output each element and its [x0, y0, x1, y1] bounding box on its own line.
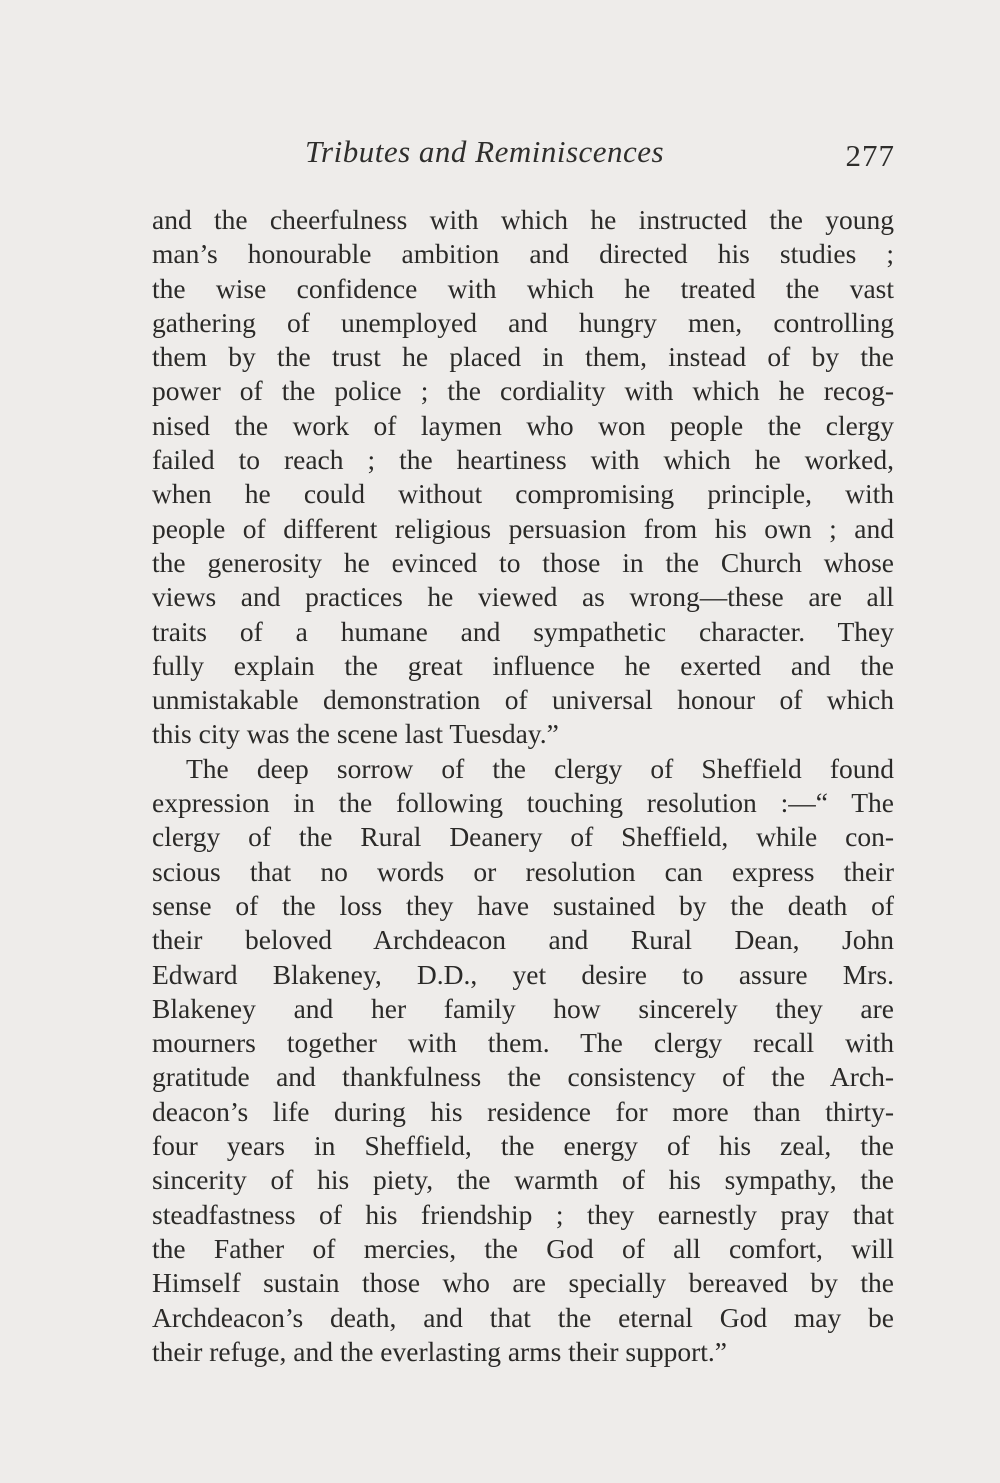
text-line: mourners together with them. The clergy recall with	[152, 1027, 894, 1059]
text-line: nised the work of laymen who won people the clergy	[152, 409, 894, 441]
text-line: sense of the loss they have sustained by the death of	[152, 889, 894, 921]
text-line: scious that no words or resolution can express their	[152, 855, 894, 887]
text-line: Himself sustain those who are specially bereaved by the	[152, 1267, 894, 1299]
running-head	[150, 134, 895, 174]
text-line: The deep sorrow of the clergy of Sheffield found	[186, 752, 894, 784]
body-text	[152, 203, 894, 1369]
page-number: 277	[845, 138, 895, 173]
text-line: and the cheerfulness with which he instructed the young	[152, 204, 894, 235]
text-line: views and practices he viewed as wrong—these are all	[152, 581, 894, 613]
text-line: Archdeacon’s death, and that the eternal God may be	[152, 1301, 894, 1333]
paragraph-1	[152, 203, 894, 752]
paragraph-2	[152, 752, 894, 1369]
text-line: deacon’s life during his residence for more than thirty-	[152, 1095, 894, 1127]
text-line: steadfastness of his friendship ; they earnestly pray that	[152, 1198, 894, 1230]
text-line: Blakeney and her family how sincerely they are	[152, 992, 894, 1024]
text-line: the Father of mercies, the God of all comfort, will	[152, 1232, 894, 1264]
text-line: when he could without compromising principle, with	[152, 478, 894, 510]
text-line: people of different religious persuasion from his own ; and	[152, 512, 894, 544]
running-title: Tributes and Reminiscences	[305, 134, 665, 169]
text-line: the wise confidence with which he treated the vast	[152, 272, 894, 304]
text-line: the generosity he evinced to those in the Church whose	[152, 546, 894, 578]
text-line: man’s honourable ambition and directed his studies ;	[152, 238, 894, 270]
text-line: power of the police ; the cordiality with which he recog-	[152, 375, 894, 407]
text-line: gathering of unemployed and hungry men, controlling	[152, 306, 894, 338]
text-line: gratitude and thankfulness the consistency of the Arch-	[152, 1061, 894, 1093]
text-line: expression in the following touching resolution :—“ The	[152, 787, 894, 819]
text-line: four years in Sheffield, the energy of his zeal, the	[152, 1130, 894, 1162]
text-line: traits of a humane and sympathetic character. They	[152, 615, 894, 647]
text-line: sincerity of his piety, the warmth of his sympathy, the	[152, 1164, 894, 1196]
text-line: Edward Blakeney, D.D., yet desire to assure Mrs.	[152, 958, 894, 990]
text-line: this city was the scene last Tuesday.”	[152, 718, 559, 750]
text-line: unmistakable demonstration of universal honour of which	[152, 684, 894, 716]
text-line: their refuge, and the everlasting arms their support.”	[152, 1335, 728, 1367]
text-line: fully explain the great influence he exerted and the	[152, 649, 894, 681]
text-line: them by the trust he placed in them, instead of by the	[152, 341, 894, 373]
text-line: their beloved Archdeacon and Rural Dean, John	[152, 924, 894, 956]
text-line: failed to reach ; the heartiness with which he worked,	[152, 444, 894, 476]
text-line: clergy of the Rural Deanery of Sheffield, while con-	[152, 821, 894, 853]
